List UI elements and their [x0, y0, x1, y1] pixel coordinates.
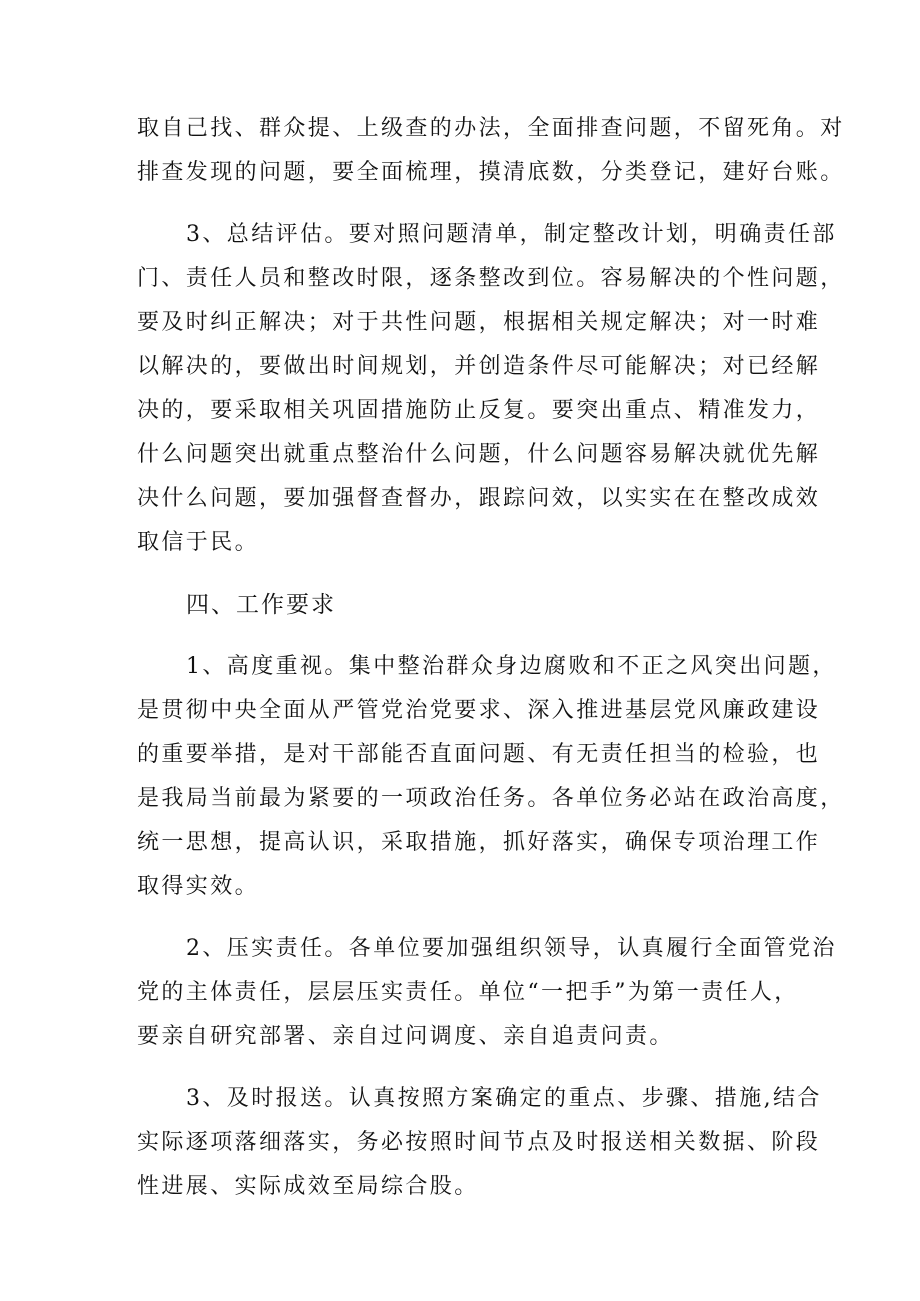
section-heading: 四、工作要求: [186, 592, 336, 618]
text-line: 党的主体责任，层层压实责任。单位“一把手”为第一责任人，: [137, 980, 799, 1005]
text-line: 排查发现的问题，要全面梳理，摸清底数，分类登记，建好台账。: [137, 160, 845, 185]
text-line: 以解决的，要做出时间规划，并创造条件尽可能解决；对已经解: [137, 354, 821, 379]
text-line: 性进展、实际成效至局综合股。: [137, 1174, 479, 1199]
text-line: 1、高度重视。集中整治群众身边腐败和不正之风突出问题，: [186, 654, 837, 679]
text-line: 取自己找、群众提、上级查的办法，全面排查问题，不留死角。对: [137, 116, 845, 141]
text-line: 什么问题突出就重点整治什么问题，什么问题容易解决就优先解: [137, 442, 821, 467]
text-line: 2、压实责任。各单位要加强组织领导，认真履行全面管党治: [186, 936, 837, 961]
text-line: 决的，要采取相关巩固措施防止反复。要突出重点、精准发力，: [137, 398, 821, 423]
text-line: 实际逐项落细落实，务必按照时间节点及时报送相关数据、阶段: [137, 1130, 821, 1155]
text-line: 取得实效。: [137, 874, 260, 899]
text-line: 取信于民。: [137, 530, 260, 555]
text-line: 是贯彻中央全面从严管党治党要求、深入推进基层党风廉政建设: [137, 698, 821, 723]
text-line: 的重要举措，是对干部能否直面问题、有无责任担当的检验，也: [137, 742, 821, 767]
text-line: 要亲自研究部署、亲自过问调度、亲自追责问责。: [137, 1024, 674, 1049]
text-line: 统一思想，提高认识，采取措施，抓好落实，确保专项治理工作: [137, 830, 821, 855]
text-line: 要及时纠正解决；对于共性问题，根据相关规定解决；对一时难: [137, 310, 821, 335]
text-line: 3、及时报送。认真按照方案确定的重点、步骤、措施,结合: [186, 1086, 822, 1111]
text-line: 3、总结评估。要对照问题清单，制定整改计划，明确责任部: [186, 222, 837, 247]
text-line: 门、责任人员和整改时限，逐条整改到位。容易解决的个性问题，: [137, 266, 845, 291]
text-line: 是我局当前最为紧要的一项政治任务。各单位务必站在政治高度，: [137, 786, 845, 811]
text-line: 决什么问题，要加强督查督办，跟踪问效，以实实在在整改成效: [137, 486, 821, 511]
